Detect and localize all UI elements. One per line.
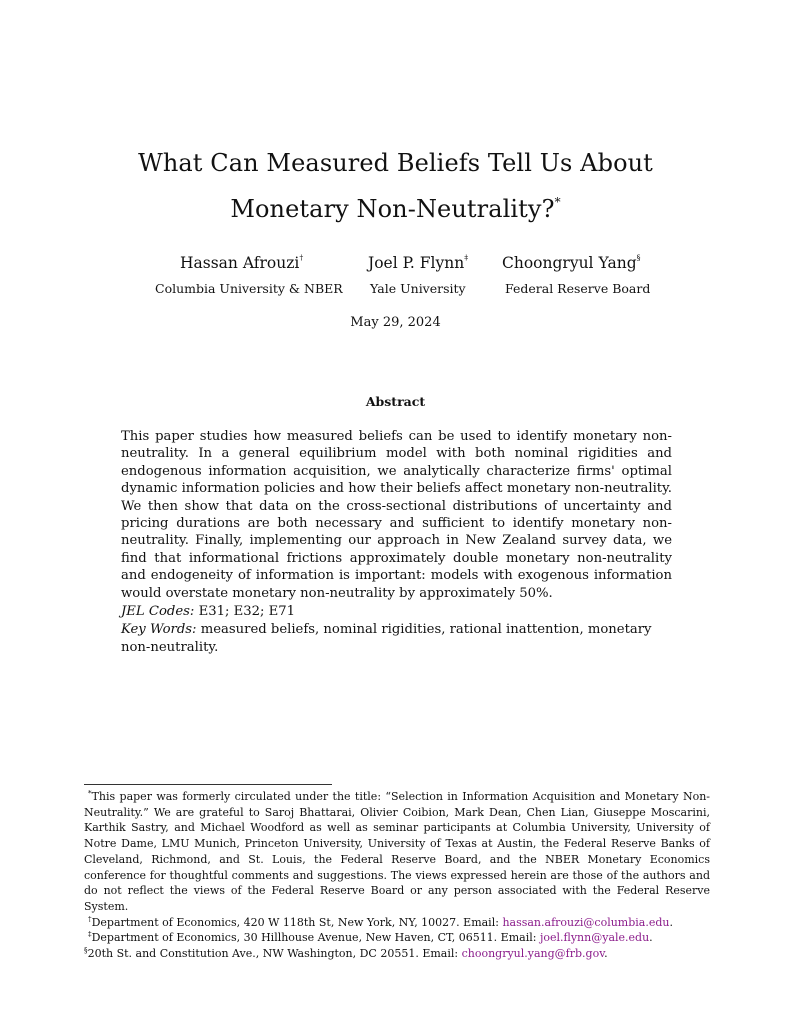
email-link-yang[interactable]: choongryul.yang@frb.gov (461, 947, 605, 961)
author-name: Choongryul Yang (502, 254, 637, 272)
classification-block (121, 603, 681, 657)
footnote-end: . (669, 915, 673, 929)
footnote-marker: § (84, 945, 88, 955)
footnote-marker: ‡ (88, 929, 92, 939)
key-words-value: measured beliefs, nominal rigidities, rational inattention, monetary non-neutrality. (121, 622, 652, 655)
footnote-rule (84, 784, 332, 785)
footnote-title (84, 789, 710, 915)
email-link-flynn[interactable]: joel.flynn@yale.edu (539, 931, 650, 945)
author-flynn (368, 254, 468, 272)
key-words (121, 621, 681, 657)
footnote-yang (84, 946, 710, 962)
author-footnote-marker[interactable]: † (299, 252, 304, 262)
footnote-text: This paper was formerly circulated under the title: “Selection in Information Acquisition and Monetary Non-Neutrality.” We are grateful to Saroj Bhattarai, Olivier Coibion, Mark Dean, Chen Lian, Giuseppe Moscarini, Karthik Sastry, and Michael Woodford as well as seminar participants at Columbia University, University of Notre Dame, LMU Munich, Princeton University, University of Texas at Austin, the Federal Reserve Banks of Cleveland, Richmond, and St. Louis, the Federal Reserve Board, and the NBER Monetary Economics conference for thoughtful comments and suggestions. The views expressed herein are those of the authors and do not reflect the views of the Federal Reserve Board or any person associated with the Federal Reserve System. (84, 790, 710, 913)
key-words-label: Key Words: (121, 622, 197, 637)
footnote-text: 20th St. and Constitution Ave., NW Washington, DC 20551. Email: (87, 947, 459, 961)
footnotes (84, 789, 710, 962)
footnote-end: . (604, 947, 608, 961)
footnote-marker: † (88, 913, 92, 923)
author-footnote-marker[interactable]: § (636, 252, 641, 262)
footnote-text: Department of Economics, 30 Hillhouse Avenue, New Haven, CT, 06511. Email: (91, 931, 537, 945)
author-afrouzi (180, 254, 303, 272)
author-name: Joel P. Flynn (368, 254, 465, 272)
abstract-heading: Abstract (365, 394, 426, 409)
email-link-afrouzi[interactable]: hassan.afrouzi@columbia.edu (502, 915, 670, 929)
paper-date: May 29, 2024 (350, 315, 441, 330)
author-footnote-marker[interactable]: ‡ (464, 252, 469, 262)
affiliation-afrouzi: Columbia University & NBER (155, 281, 343, 296)
jel-value: E31; E32; E71 (198, 604, 296, 619)
footnote-afrouzi (84, 915, 710, 931)
paper-title-line-2-text: Monetary Non-Neutrality? (230, 195, 555, 223)
footnote-text: Department of Economics, 420 W 118th St, New York, NY, 10027. Email: (91, 915, 499, 929)
title-footnote-marker[interactable]: * (554, 195, 561, 209)
footnote-end: . (649, 931, 653, 945)
affiliation-yang: Federal Reserve Board (505, 281, 651, 296)
paper-title-line-1: What Can Measured Beliefs Tell Us About (138, 149, 653, 177)
jel-codes (121, 603, 681, 621)
author-yang (502, 254, 641, 272)
footnote-marker: * (88, 788, 92, 798)
paper-title-line-2 (0, 197, 791, 221)
jel-label: JEL Codes: (121, 604, 195, 619)
author-name: Hassan Afrouzi (180, 254, 300, 272)
footnote-flynn (84, 930, 710, 946)
affiliation-flynn: Yale University (370, 281, 466, 296)
abstract-body: This paper studies how measured beliefs can be used to identify monetary non-neutrality. In a general equilibrium model with both nominal rigidities and endogenous information acquisition, we analytically characterize firms' optimal dynamic information policies and how their beliefs affect monetary non-neutrality. We then show that data on the cross-sectional distributions of uncertainty and pricing durations are both necessary and sufficient to identify monetary non-neutrality. Finally, implementing our approach in New Zealand survey data, we find that informational frictions approximately double monetary non-neutrality and endogeneity of information is important: models with exogenous information would overstate monetary non-neutrality by approximately 50%. (121, 429, 672, 601)
